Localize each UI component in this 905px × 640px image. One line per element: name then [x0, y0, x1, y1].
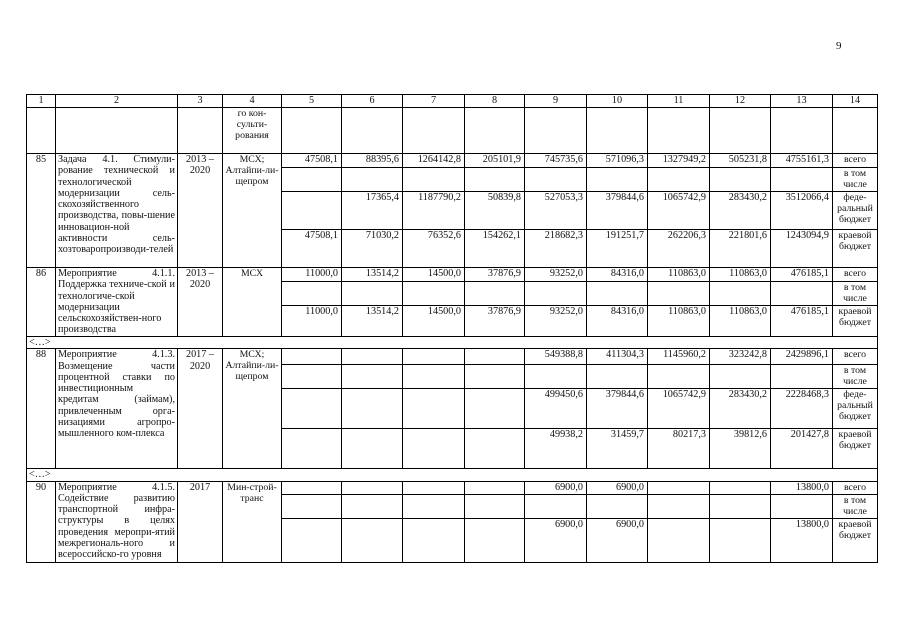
empty-cell [710, 108, 771, 154]
amount-cell: 39812,6 [710, 429, 771, 469]
amount-cell: 3512066,4 [771, 192, 833, 230]
amount-cell: 476185,1 [771, 268, 833, 282]
column-header: 10 [587, 95, 648, 108]
header-row [27, 95, 878, 108]
amount-cell [342, 365, 403, 389]
empty-cell [771, 108, 833, 154]
amount-cell: 110863,0 [710, 306, 771, 337]
amount-cell: 31459,7 [587, 429, 648, 469]
amount-cell [710, 365, 771, 389]
executor-cell: Мин-строй-транс [223, 481, 282, 562]
column-header: 3 [178, 95, 223, 108]
amount-cell [465, 429, 525, 469]
amount-cell: 71030,2 [342, 230, 403, 268]
amount-cell [771, 282, 833, 306]
amount-cell [282, 349, 342, 365]
amount-cell [282, 192, 342, 230]
continuation-row [27, 108, 878, 154]
table-row [27, 268, 878, 282]
column-header: 8 [465, 95, 525, 108]
amount-cell [525, 168, 587, 192]
table-row [27, 154, 878, 168]
amount-cell: 1243094,9 [771, 230, 833, 268]
amount-cell [587, 365, 648, 389]
table-row [27, 349, 878, 365]
amount-cell [403, 429, 465, 469]
amount-cell [342, 349, 403, 365]
column-header: 2 [56, 95, 178, 108]
amount-cell: 1065742,9 [648, 389, 710, 429]
column-header: 4 [223, 95, 282, 108]
empty-cell [27, 108, 56, 154]
amount-cell: 201427,8 [771, 429, 833, 469]
amount-cell [525, 282, 587, 306]
column-header: 1 [27, 95, 56, 108]
amount-cell [525, 365, 587, 389]
empty-cell [465, 108, 525, 154]
funding-source: феде-ральный бюджет [833, 389, 878, 429]
amount-cell [465, 365, 525, 389]
amount-cell [282, 282, 342, 306]
amount-cell: 13514,2 [342, 268, 403, 282]
amount-cell [465, 481, 525, 494]
amount-cell: 84316,0 [587, 306, 648, 337]
page-number: 9 [836, 40, 842, 52]
funding-source: всего [833, 268, 878, 282]
empty-cell [525, 108, 587, 154]
period-cell: 2013 – 2020 [178, 154, 223, 268]
amount-cell: 6900,0 [587, 518, 648, 562]
amount-cell [403, 389, 465, 429]
budget-table [26, 94, 878, 563]
funding-source: в том числе [833, 494, 878, 518]
amount-cell [282, 168, 342, 192]
amount-cell [403, 365, 465, 389]
amount-cell [648, 168, 710, 192]
amount-cell [282, 494, 342, 518]
amount-cell [342, 494, 403, 518]
funding-source: в том числе [833, 282, 878, 306]
empty-cell [648, 108, 710, 154]
amount-cell [282, 518, 342, 562]
amount-cell: 2228468,3 [771, 389, 833, 429]
amount-cell: 110863,0 [648, 268, 710, 282]
executor-cell: МСХ; Алтайпи-ли-щепром [223, 349, 282, 469]
amount-cell: 379844,6 [587, 192, 648, 230]
amount-cell: 283430,2 [710, 192, 771, 230]
executor-cell: МСХ; Алтайпи-ли-щепром [223, 154, 282, 268]
amount-cell: 17365,4 [342, 192, 403, 230]
amount-cell: 2429896,1 [771, 349, 833, 365]
amount-cell: 6900,0 [587, 481, 648, 494]
amount-cell [587, 168, 648, 192]
empty-cell [833, 108, 878, 154]
amount-cell: 93252,0 [525, 268, 587, 282]
row-number: 88 [27, 349, 56, 469]
amount-cell: 283430,2 [710, 389, 771, 429]
empty-cell [56, 108, 178, 154]
column-header: 7 [403, 95, 465, 108]
amount-cell: 14500,0 [403, 306, 465, 337]
funding-source: феде-ральный бюджет [833, 192, 878, 230]
empty-cell [342, 108, 403, 154]
funding-source: в том числе [833, 365, 878, 389]
amount-cell [587, 494, 648, 518]
amount-cell: 499450,6 [525, 389, 587, 429]
column-header: 14 [833, 95, 878, 108]
empty-cell [282, 108, 342, 154]
period-cell: 2013 – 2020 [178, 268, 223, 337]
amount-cell: 50839,8 [465, 192, 525, 230]
amount-cell [403, 518, 465, 562]
column-header: 13 [771, 95, 833, 108]
amount-cell: 13514,2 [342, 306, 403, 337]
amount-cell: 218682,3 [525, 230, 587, 268]
measure-name: Мероприятие 4.1.1. Поддержка техниче-ской и технологиче-ской модернизации сельскохозяйствен-ного производства [56, 268, 178, 337]
amount-cell: 379844,6 [587, 389, 648, 429]
amount-cell: 527053,3 [525, 192, 587, 230]
amount-cell: 154262,1 [465, 230, 525, 268]
amount-cell: 14500,0 [403, 268, 465, 282]
amount-cell: 221801,6 [710, 230, 771, 268]
amount-cell [710, 481, 771, 494]
elided-row [27, 469, 878, 481]
column-header: 9 [525, 95, 587, 108]
amount-cell [342, 481, 403, 494]
amount-cell: 262206,3 [648, 230, 710, 268]
amount-cell: 745735,6 [525, 154, 587, 168]
row-number: 85 [27, 154, 56, 268]
amount-cell [282, 429, 342, 469]
amount-cell: 37876,9 [465, 268, 525, 282]
amount-cell [648, 282, 710, 306]
empty-cell [178, 108, 223, 154]
amount-cell [525, 494, 587, 518]
executor-cell: го кон-сульти-рования [223, 108, 282, 154]
column-header: 5 [282, 95, 342, 108]
amount-cell [465, 494, 525, 518]
funding-source: всего [833, 154, 878, 168]
amount-cell: 1327949,2 [648, 154, 710, 168]
amount-cell: 84316,0 [587, 268, 648, 282]
amount-cell [771, 365, 833, 389]
period-cell: 2017 [178, 481, 223, 562]
funding-source: краевой бюджет [833, 429, 878, 469]
amount-cell: 11000,0 [282, 306, 342, 337]
column-header: 12 [710, 95, 771, 108]
amount-cell [282, 389, 342, 429]
amount-cell: 476185,1 [771, 306, 833, 337]
empty-cell [403, 108, 465, 154]
amount-cell: 110863,0 [710, 268, 771, 282]
amount-cell [710, 518, 771, 562]
row-number: 86 [27, 268, 56, 337]
amount-cell: 1264142,8 [403, 154, 465, 168]
amount-cell: 191251,7 [587, 230, 648, 268]
amount-cell [771, 168, 833, 192]
funding-source: краевой бюджет [833, 518, 878, 562]
funding-source: в том числе [833, 168, 878, 192]
amount-cell [648, 494, 710, 518]
amount-cell: 549388,8 [525, 349, 587, 365]
funding-source: краевой бюджет [833, 230, 878, 268]
amount-cell: 4755161,3 [771, 154, 833, 168]
amount-cell [710, 168, 771, 192]
amount-cell [465, 282, 525, 306]
amount-cell [403, 481, 465, 494]
amount-cell [342, 429, 403, 469]
amount-cell [342, 518, 403, 562]
amount-cell: 110863,0 [648, 306, 710, 337]
amount-cell: 76352,6 [403, 230, 465, 268]
amount-cell [342, 282, 403, 306]
elided-marker: <…> [27, 337, 878, 349]
amount-cell: 93252,0 [525, 306, 587, 337]
amount-cell [648, 481, 710, 494]
executor-cell: МСХ [223, 268, 282, 337]
column-header: 6 [342, 95, 403, 108]
elided-marker: <…> [27, 469, 878, 481]
amount-cell: 47508,1 [282, 154, 342, 168]
amount-cell [465, 518, 525, 562]
amount-cell: 88395,6 [342, 154, 403, 168]
amount-cell [403, 282, 465, 306]
amount-cell: 13800,0 [771, 518, 833, 562]
funding-source: всего [833, 481, 878, 494]
amount-cell [282, 481, 342, 494]
amount-cell: 1187790,2 [403, 192, 465, 230]
empty-cell [587, 108, 648, 154]
amount-cell: 205101,9 [465, 154, 525, 168]
amount-cell [587, 282, 648, 306]
table-row [27, 481, 878, 494]
amount-cell: 323242,8 [710, 349, 771, 365]
measure-name: Мероприятие 4.1.3. Возмещение части процентной ставки по инвестиционным кредитам (займам), привлеченным орга-низациями агропро-мышленного ком-плекса [56, 349, 178, 469]
amount-cell [403, 168, 465, 192]
amount-cell: 1065742,9 [648, 192, 710, 230]
period-cell: 2017 – 2020 [178, 349, 223, 469]
amount-cell [710, 282, 771, 306]
amount-cell [648, 365, 710, 389]
amount-cell: 411304,3 [587, 349, 648, 365]
elided-row [27, 337, 878, 349]
amount-cell: 505231,8 [710, 154, 771, 168]
amount-cell: 6900,0 [525, 518, 587, 562]
amount-cell [465, 168, 525, 192]
measure-name: Мероприятие 4.1.5. Содействие развитию транспортной инфра-структуры в целях проведения меропри-ятий межрегиональ-ного и всероссийско-го уровня [56, 481, 178, 562]
column-header: 11 [648, 95, 710, 108]
amount-cell [465, 349, 525, 365]
amount-cell: 1145960,2 [648, 349, 710, 365]
funding-source: краевой бюджет [833, 306, 878, 337]
amount-cell [342, 168, 403, 192]
amount-cell: 80217,3 [648, 429, 710, 469]
row-number: 90 [27, 481, 56, 562]
amount-cell [282, 365, 342, 389]
amount-cell [342, 389, 403, 429]
amount-cell [648, 518, 710, 562]
amount-cell: 571096,3 [587, 154, 648, 168]
amount-cell [710, 494, 771, 518]
amount-cell: 6900,0 [525, 481, 587, 494]
amount-cell: 47508,1 [282, 230, 342, 268]
amount-cell: 11000,0 [282, 268, 342, 282]
amount-cell [465, 389, 525, 429]
amount-cell: 13800,0 [771, 481, 833, 494]
amount-cell [403, 349, 465, 365]
amount-cell: 37876,9 [465, 306, 525, 337]
funding-source: всего [833, 349, 878, 365]
amount-cell: 49938,2 [525, 429, 587, 469]
amount-cell [403, 494, 465, 518]
amount-cell [771, 494, 833, 518]
measure-name: Задача 4.1. Стимули-рование технической и технологической модернизации сель-скохозяйственного производства, повы-шение инновацион-ной активности сель-хозтоваропроизводи-телей [56, 154, 178, 268]
